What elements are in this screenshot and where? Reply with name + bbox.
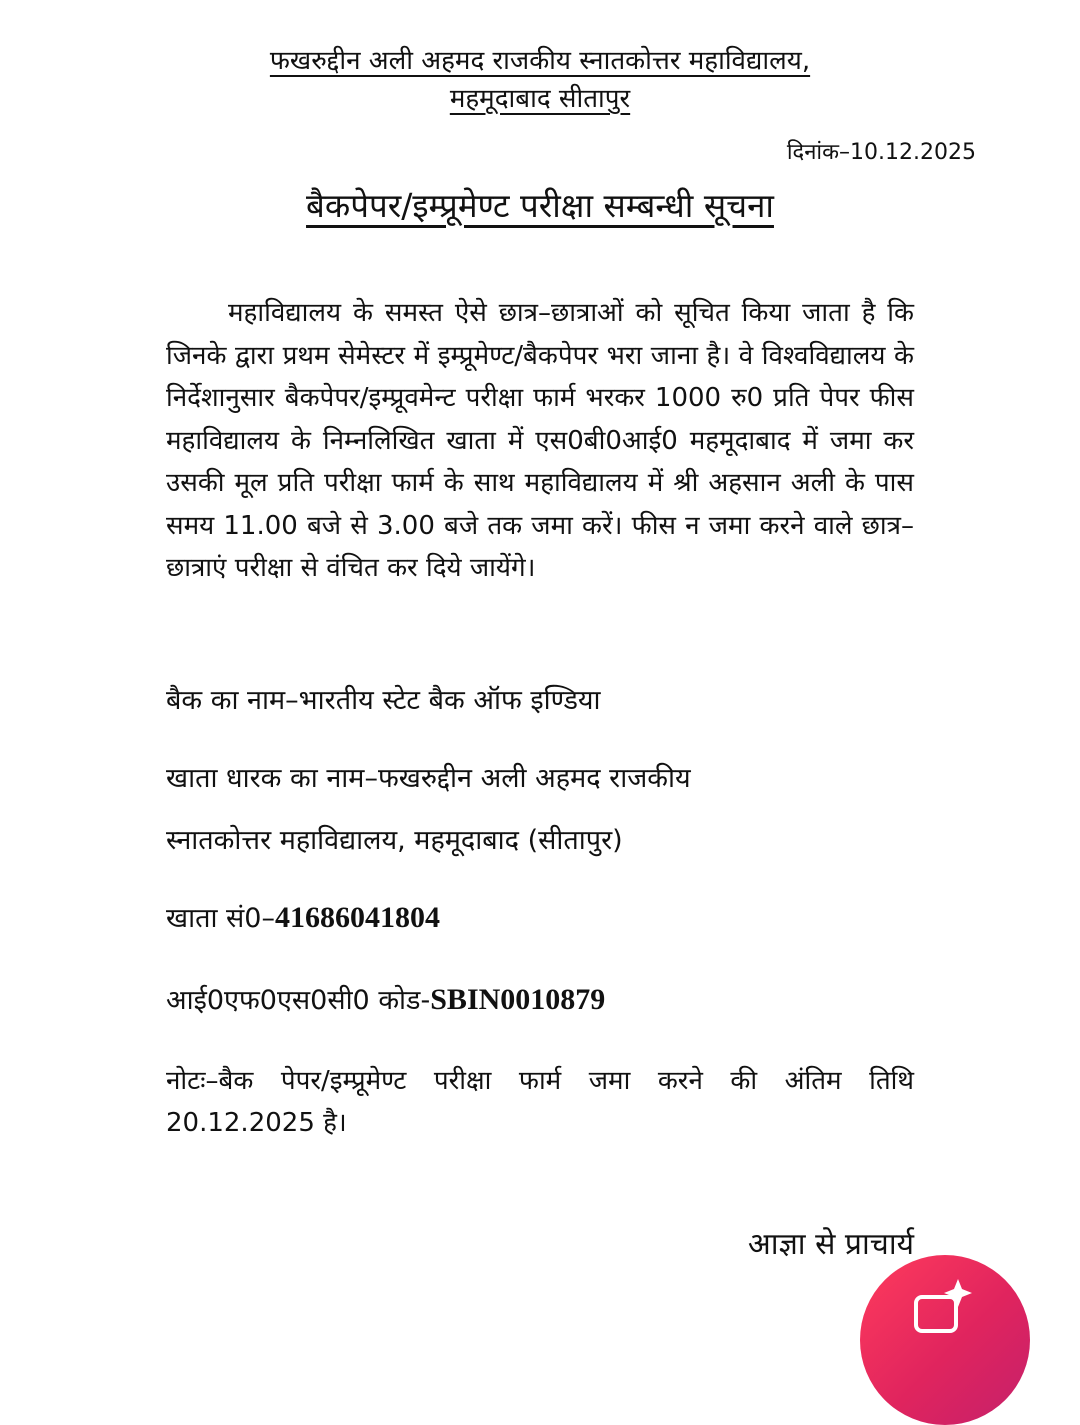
account-number-line (166, 898, 440, 935)
account-number: 41686041804 (274, 901, 440, 934)
notice-body: महाविद्यालय के समस्त ऐसे छात्र–छात्राओं को सूचित किया जाता है कि जिनके द्वारा प्रथम सेमेस्टर में इम्प्रूमेण्ट/बैकपेपर भरा जाना है। वे विश्वविद्यालय के निर्देशानुसार बैकपेपर/इम्प्रूवमेन्ट परीक्षा फार्म भरकर 1000 रु0 प्रति पेपर फीस महाविद्यालय के निम्नलिखित खाता में एस0बी0आई0 महमूदाबाद में जमा कर उसकी मूल प्रति परीक्षा फार्म के साथ महाविद्यालय में श्री अहसान अली के पास समय 11.00 बजे से 3.00 बजे तक जमा करें। फीस न जमा करने वाले छात्र–छात्राएं परीक्षा से वंचित कर दिये जायेंगे। (166, 298, 914, 583)
account-holder-line-2: स्नातकोत्तर महाविद्यालय, महमूदाबाद (सीतापुर) (166, 825, 623, 856)
edit-sparkle-icon (908, 1275, 988, 1335)
notice-title: बैकपेपर/इम्प्रूमेण्ट परीक्षा सम्बन्धी सूचना (306, 186, 774, 225)
notice-date: दिनांक–10.12.2025 (786, 140, 976, 165)
bank-name: बैक का नाम–भारतीय स्टेट बैक ऑफ इण्डिया (166, 685, 601, 716)
note: नोटः–बैक पेपर/इम्प्रूमेण्ट परीक्षा फार्म जमा करने की अंतिम तिथि 20.12.2025 है। (166, 1066, 914, 1138)
ifsc-label: आई0एफ0एस0सी0 कोड- (166, 985, 431, 1016)
account-number-label: खाता सं0– (166, 903, 275, 934)
ifsc-code: SBIN0010879 (430, 983, 606, 1016)
account-holder-line-1: खाता धारक का नाम–फखरुद्दीन अली अहमद राजकीय (166, 763, 691, 794)
signature: आज्ञा से प्राचार्य (747, 1227, 914, 1262)
college-header (0, 42, 1080, 118)
college-location: महमूदाबाद सीतापुर (449, 84, 631, 114)
edit-fab-button[interactable] (860, 1255, 1030, 1425)
college-name: फखरुद्दीन अली अहमद राजकीय स्नातकोत्तर महाविद्यालय, (269, 46, 811, 76)
ifsc-line (166, 980, 605, 1017)
